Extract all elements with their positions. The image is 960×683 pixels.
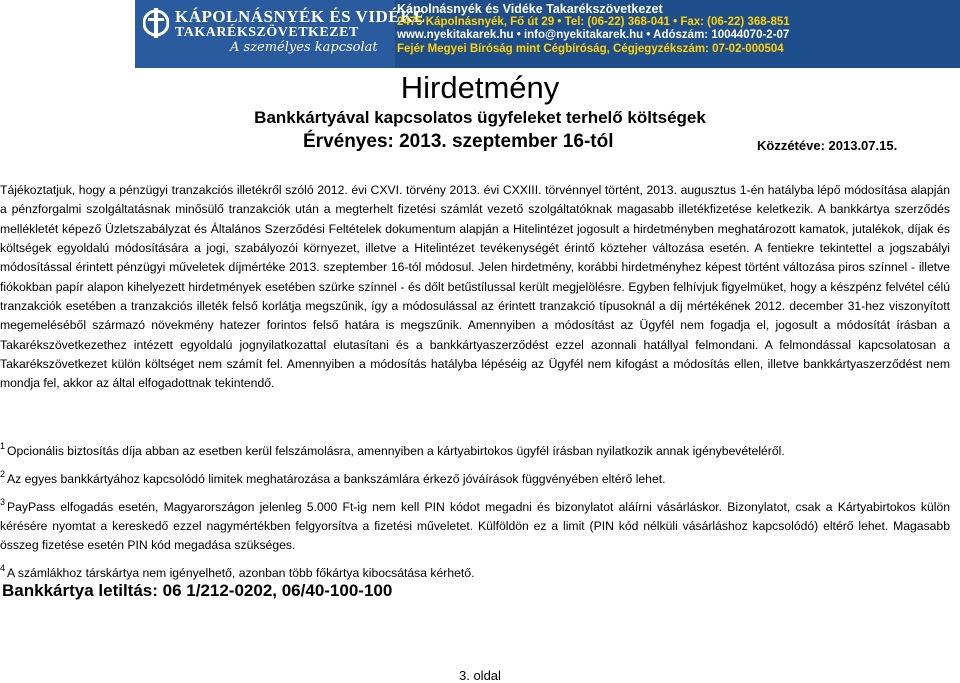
footnote-number: 3 [0,497,6,507]
info-court: Fejér Megyei Bíróság mint Cégbíróság, Cégjegyzékszám: 07-02-000504 [397,42,784,55]
footnote-2 [0,465,950,489]
footnote-4 [0,559,950,583]
page-title: Hirdetmény [400,70,560,105]
card-block-phone: Bankkártya letiltás: 06 1/212-0202, 06/40-100-100 [2,581,393,600]
footnote-text: PayPass elfogadás esetén, Magyarországon jelenleg 5.000 Ft-ig nem kell PIN kódot megadni és bizonylatot aláírni vásárláskor. Bizonylatot, csak a Kártyabirtokos külön kérésére nyomtat a kereskedő ezzel nagymértékben felgyorsítva a fizetési műveletet. Külföldön ez a limit (PIN kód nélküli vásárláshoz kapcsolódó) eltérő lehet. Magasabb összeg fizetése esetén PIN kód megadása szükséges. [0,500,950,552]
bank-emblem-icon [143,6,169,40]
footnote-3 [0,493,950,555]
page-number: 3. oldal [459,668,501,683]
main-paragraph [0,181,950,394]
contact-info [397,3,957,56]
info-address: 2475 Kápolnásnyék, Fő út 29 • Tel: (06-22) 368-041 • Fax: (06-22) 368-851 [397,16,790,29]
footnote-number: 1 [0,441,6,451]
footnote-text: Opcionális biztosítás díja abban az esetben kerül felszámolásra, amennyiben a kártyabirtokos ügyfél írásban nyilatkozik annak igénybevételéről. [7,444,785,458]
logo-name: KÁPOLNÁSNYÉK ÉS VIDÉKE [175,7,426,26]
page-subtitle: Bankkártyával kapcsolatos ügyfeleket terhelő költségek [254,108,706,127]
published-date: Közzétéve: 2013.07.15. [757,138,898,153]
footnote-text: Az egyes bankkártyához kapcsolódó limitek meghatározása a bankszámlára érkező jóváírások függvényében eltérő lehet. [7,472,666,486]
valid-from: Érvényes: 2013. szeptember 16-tól [303,131,614,152]
header-banner [135,0,960,68]
info-title: Kápolnásnyék és Vidéke Takarékszövetkezet [397,2,663,16]
footnote-number: 4 [0,563,6,573]
info-web: www.nyekitakarek.hu • info@nyekitakarek.hu • Adószám: 10044070-2-07 [397,29,790,42]
footnote-1 [0,437,950,461]
body-text: Tájékoztatjuk, hogy a pénzügyi tranzakciós illetékről szóló 2012. évi CXVI. törvény 2013. évi CXXIII. törvénnyel történt, 2013. augusztus 1-én hatályba lépő módosítása alapján a pénzforgalmi szolgáltatásnak minősülő tranzakciók után a megterhelt fizetési számlát vezető szolgáltatóknak magasabb illetékfizetése keletkezik. A bankkártya szerződés mellékletét képező Üzletszabályzat és Általános Szerződési Feltételek dokumentum alapján a Hitelintézet jogosult a hirdetményben meghatározott kamatok, jutalékok, díjak és költségek egyoldalú módosítására a jogi, szabályozói környezet, illetve a Hitelintézet tevékenységét érintő közteher változása esetén. A fentiekre tekintettel a jogszabályi módosítással érintett pénzügyi műveletek díjmértéke 2013. szeptember 16-tól módosul. Jelen hirdetmény, korábbi hirdetményhez képest történt változása piros színnel - illetve fiókokban papír alapon kihelyezett hirdetmények esetében szürke színnel - és dőlt betűstílussal került megjelölésre. Egyben felhívjuk figyelmüket, hogy a készpénz felvétel célú tranzakciók esetében a tranzakciós illeték felső korlátja megszűnik, így a módosulással az érintett tranzakció típusoknál a díj mértékének 2012. december 31-hez viszonyított megemeléséből származó növekmény hatezer forintos felső határa is megszűnik. Amennyiben a módosítást az Ügyfél nem fogadja el, jogosult a módosítát írásban a Takarékszövetkezethez intézett egyoldalú jognyilatkozattal elutasítani és a bankkártyaszerződést ezzel azonnali hatállyal felmondani. A felmondással kapcsolatosan a Takarékszövetkezet külön költséget nem számít fel. Amennyiben a módosítás hatályba lépéséig az Ügyfél nem kifogást a módosítás ellen, illetve bankkártyaszerződést nem mondja fel, akkor az által elfogadottnak tekintendő. [0,183,950,391]
logo-slogan: A személyes kapcsolat [230,40,378,55]
footnotes [0,437,950,587]
footnote-text: A számlákhoz társkártya nem igényelhető, azonban több főkártya kibocsátása kérhető. [7,566,475,580]
footnote-number: 2 [0,469,6,479]
bank-logo [135,0,426,68]
logo-type: TAKARÉKSZÖVETKEZET [175,25,359,40]
